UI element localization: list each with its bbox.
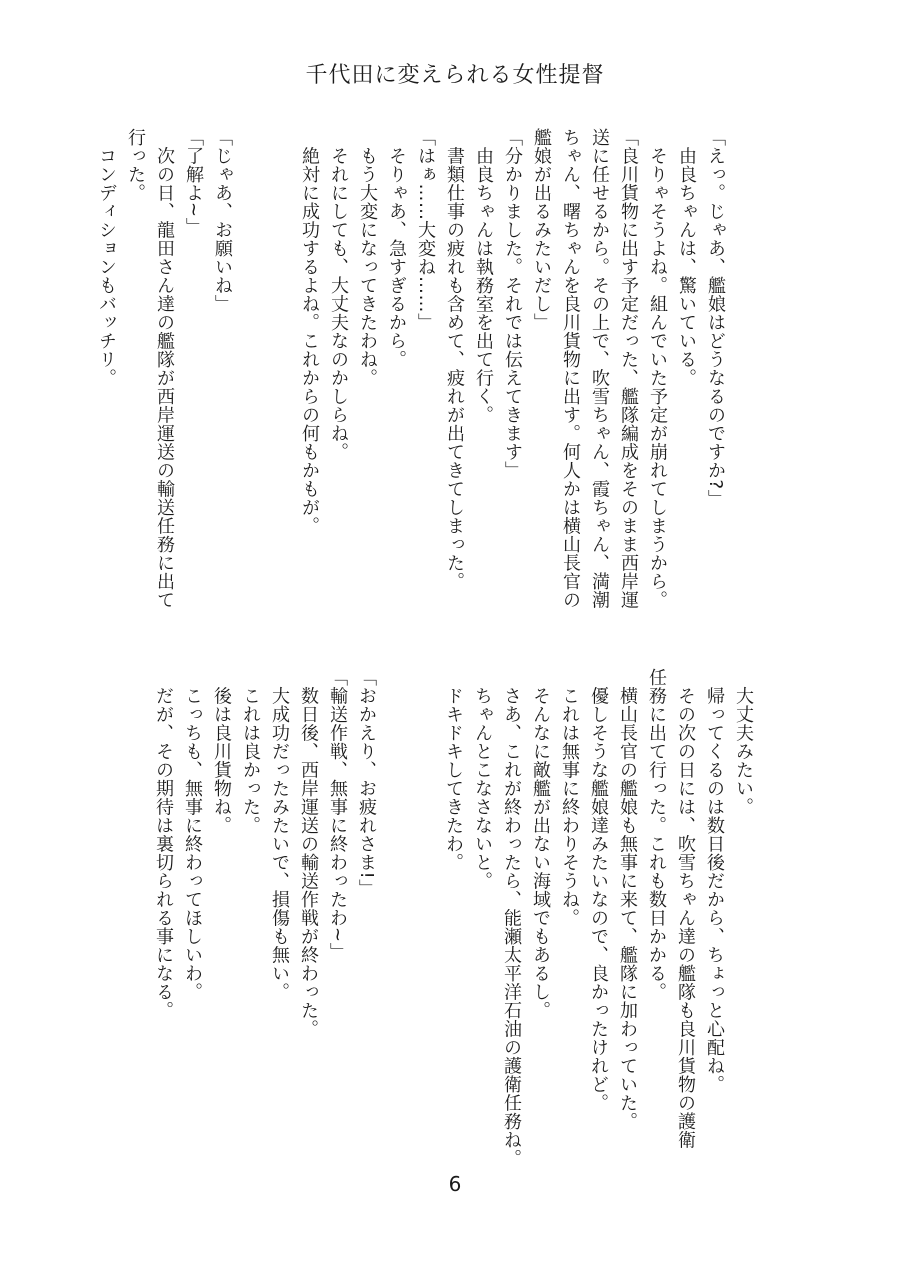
text-line: ドキドキしてきたわ。 [443, 668, 464, 872]
page-number: 6 [448, 1172, 462, 1196]
text-line: それにしても、大丈夫なのかしらね。 [328, 128, 349, 461]
text-line: 「はぁ……大変ね……」 [415, 128, 436, 332]
text-line: 送に任せるから。その上で、吹雪ちゃん、霞ちゃん、満潮 [589, 128, 610, 609]
text-line: これは良かった。 [240, 668, 261, 835]
text-line: さあ、これが終わったら、能瀬太平洋石油の護衛任務ね。 [501, 668, 522, 1168]
blank-line [381, 668, 410, 1128]
text-line: 絶対に成功するよね。これからの何もかもが。 [299, 128, 320, 535]
text-line: これは無事に終わりそうね。 [559, 668, 580, 927]
text-line: ちゃん、曙ちゃんを良川貨物に出す。何人かは横山長官の [560, 128, 581, 609]
text-line: こっちも、無事に終わってほしいわ。 [182, 668, 203, 1001]
text-block-lower [140, 668, 758, 1168]
text-line: そりゃあ、急すぎるから。 [386, 128, 407, 369]
text-line: 数日後、西岸運送の輸送作戦が終わった。 [298, 668, 319, 1038]
blank-line [266, 128, 295, 628]
text-line: 次の日、龍田さん達の艦隊が西岸運送の輸送任務に出て [154, 128, 175, 609]
blank-line [410, 668, 439, 1128]
text-line: そりゃそうよね。組んでいた予定が崩れてしまうから。 [647, 128, 668, 609]
text-line: 「良川貨物に出す予定だった、艦隊編成をそのまま西岸運 [618, 128, 639, 609]
text-line: 帰ってくるのは数日後だから、ちょっと心配ね。 [704, 668, 725, 1094]
text-line: もう大変になってきたわね。 [357, 128, 378, 387]
text-line: 「了解よ~」 [183, 128, 204, 237]
text-line: ちゃんとこなさないと。 [472, 668, 493, 890]
text-line: 任務に出て行った。これも数日かかる。 [646, 668, 667, 1001]
text-line: 「分かりました。それでは伝えてきます」 [502, 128, 523, 480]
text-line: だが、その期待は裏切られる事になる。 [153, 668, 174, 1020]
text-line: 横山長官の艦娘も無事に来て、艦隊に加わっていた。 [617, 668, 638, 1131]
text-line: 「輸送作戦、無事に終わったわ~」 [327, 668, 348, 962]
text-line: 「えっ。じゃあ、艦娘はどうなるのですか?」 [705, 128, 726, 509]
text-line: 大丈夫みたい。 [733, 668, 754, 816]
text-line: 優しそうな艦娘達みたいなので、良かったけれど。 [588, 668, 609, 1112]
text-block-upper [96, 128, 730, 628]
text-line: コンディションもバッチリ。 [96, 128, 117, 387]
text-line: 大成功だったみたいで、損傷も無い。 [269, 668, 290, 1001]
blank-line [237, 128, 266, 628]
text-line: 由良ちゃんは執務室を出て行く。 [473, 128, 494, 424]
text-line: 行った。 [125, 128, 146, 202]
text-line: 艦娘が出るみたいだし」 [531, 128, 552, 332]
text-line: 「じゃあ、お願いね」 [212, 128, 233, 313]
text-line: 書類仕事の疲れも含めて、疲れが出てきてしまった。 [444, 128, 465, 591]
text-line: その次の日には、吹雪ちゃん達の艦隊も良川貨物の護衛 [675, 668, 696, 1149]
page-title: 千代田に変えられる女性提督 [305, 63, 605, 88]
text-line: 「おかえり、お疲れさま!」 [356, 668, 377, 898]
text-line: そんなに敵艦が出ない海域でもあるし。 [530, 668, 551, 1020]
text-line: 後は良川貨物ね。 [211, 668, 232, 835]
text-line: 由良ちゃんは、驚いている。 [676, 128, 697, 387]
